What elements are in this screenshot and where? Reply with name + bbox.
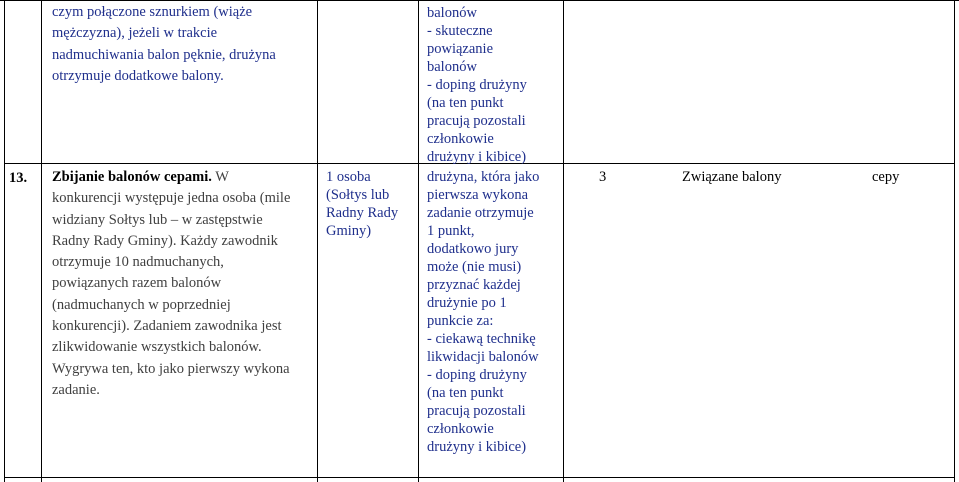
row2-participants-line: Gminy) (326, 223, 372, 239)
row2-max-points: 3 (599, 169, 607, 185)
row1-description-line: nadmuchiwania balon pęknie, drużyna (52, 46, 276, 63)
row2-criteria-line: likwidacji balonów (427, 349, 539, 365)
row1-criteria-line: balonów (427, 59, 477, 75)
row2-description-line: widziany Sołtys lub – w zastępstwie (52, 211, 263, 228)
row2-description-line: Wygrywa ten, kto jako pierwszy wykona (52, 360, 290, 377)
row2-criteria-line: punkcie za: (427, 313, 494, 329)
column-divider-4 (563, 0, 564, 482)
row2-participants-line: Radny Rady (326, 205, 399, 221)
row2-description-first-line (52, 167, 290, 188)
row1-description-line: mężczyzna), jeżeli w trakcie (52, 25, 218, 42)
row2-title: Zbijanie balonów cepami. (52, 169, 212, 185)
column-divider-1 (41, 0, 42, 482)
row1-criteria-line: członkowie (427, 131, 494, 147)
row2-description-line: otrzymuje 10 nadmuchanych, (52, 254, 224, 271)
row2-criteria-line: członkowie (427, 421, 494, 437)
row1-criteria-line: - doping drużyny (427, 77, 527, 93)
row2-criteria-line: drużyna, która jako (427, 169, 540, 185)
table-border-top (0, 0, 959, 1)
table-border-bottom (4, 477, 955, 478)
row2-participants-line: (Sołtys lub (326, 187, 390, 203)
row2-criteria-line: może (nie musi) (427, 259, 522, 275)
row2-description-line: konkurencji występuje jedna osoba (mile (52, 190, 291, 207)
row2-criteria (427, 168, 539, 456)
row1-criteria-line: balonów (427, 5, 477, 21)
row1-criteria-line: - skuteczne (427, 23, 493, 39)
row2-criteria-line: zadanie otrzymuje (427, 205, 534, 221)
row2-equipment: cepy (872, 169, 900, 185)
row1-description (52, 2, 276, 87)
row1-criteria-line: pracują pozostali (427, 113, 526, 129)
row2-criteria-line: pierwsza wykona (427, 187, 529, 203)
row2-criteria-line: - doping drużyny (427, 367, 527, 383)
row2-description-line: konkurencji). Zadaniem zawodnika jest (52, 318, 282, 335)
row2-participants (326, 168, 398, 240)
row2-number: 13. (9, 170, 28, 186)
row1-description-line: czym połączone sznurkiem (wiąże (52, 4, 253, 20)
row2-criteria-line: (na ten punkt (427, 385, 504, 401)
row2-criteria-line: dodatkowo jury (427, 241, 519, 257)
row1-description-line: otrzymuje dodatkowe balony. (52, 67, 224, 84)
row2-criteria-line: - ciekawą technikę (427, 331, 536, 347)
row1-criteria-line: powiązanie (427, 41, 494, 57)
row1-criteria-line: drużyny i kibice) (427, 149, 527, 165)
row2-description-line: zadanie. (52, 381, 100, 398)
row2-description-line: Radny Rady Gminy). Każdy zawodnik (52, 232, 278, 249)
column-divider-2 (317, 0, 318, 482)
row2-criteria-line: drużyny i kibice) (427, 439, 527, 455)
table-border-right (954, 0, 955, 482)
row2-item: Związane balony (682, 169, 782, 185)
row2-criteria-line: pracują pozostali (427, 403, 526, 419)
row2-description-line: powiązanych razem balonów (52, 275, 222, 292)
row1-criteria (427, 4, 527, 166)
row2-participants-line: 1 osoba (326, 169, 371, 185)
row2-criteria-line: drużynie po 1 (427, 295, 507, 311)
row2-description-line: zlikwidowanie wszystkich balonów. (52, 339, 262, 356)
row1-criteria-line: (na ten punkt (427, 95, 504, 111)
row2-criteria-line: 1 punkt, (427, 223, 475, 239)
row2-criteria-line: przyznać każdej (427, 277, 521, 293)
table-border-left (4, 0, 5, 482)
row2-description (52, 167, 290, 401)
column-divider-3 (418, 0, 419, 482)
row2-description-line: (nadmuchanych w poprzedniej (52, 296, 231, 313)
row2-title-rest: W (211, 169, 229, 185)
